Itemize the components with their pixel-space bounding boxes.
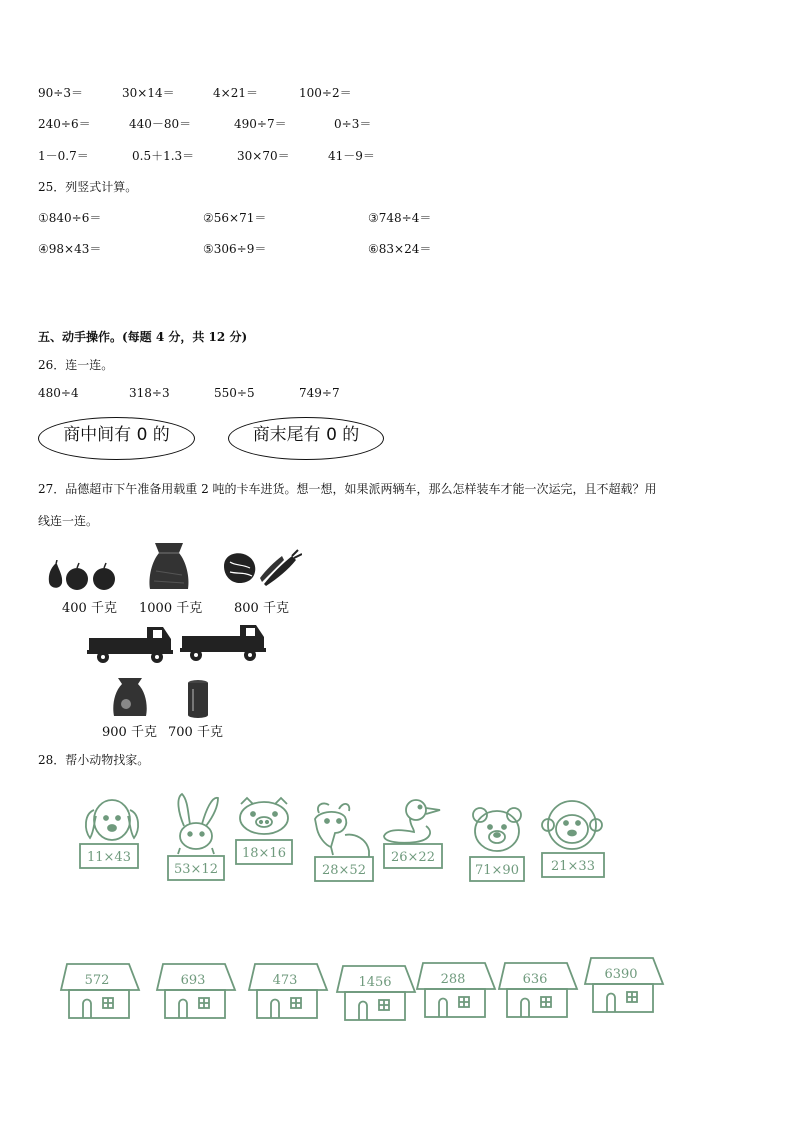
dog-icon bbox=[76, 796, 144, 878]
house-icon bbox=[59, 962, 141, 1024]
house-number-label: 288 bbox=[440, 972, 466, 987]
item-number: ① bbox=[38, 211, 49, 225]
calc-item: 1－0.7＝ bbox=[38, 149, 89, 163]
weight-label: 700 千克 bbox=[168, 725, 223, 740]
bear-icon bbox=[468, 805, 528, 889]
calc-item: 4×21＝ bbox=[213, 86, 258, 100]
expression: 318÷3 bbox=[129, 386, 170, 400]
calc-item: 240÷6＝ bbox=[38, 117, 91, 131]
item-number: ⑤ bbox=[203, 242, 214, 256]
animal-expression-label: 11×43 bbox=[87, 850, 131, 865]
expression: 550÷5 bbox=[214, 386, 255, 400]
item-expression: 98×43＝ bbox=[48, 242, 102, 256]
house-number-label: 6390 bbox=[604, 967, 638, 982]
expression: 480÷4 bbox=[38, 386, 79, 400]
calc-item bbox=[38, 240, 101, 257]
weight-label: 400 千克 bbox=[62, 601, 117, 616]
calc-item: 30×14＝ bbox=[122, 86, 175, 100]
truck-icon bbox=[87, 621, 175, 665]
animal-expression-label: 71×90 bbox=[475, 863, 519, 878]
fruit-icon bbox=[44, 560, 120, 592]
calc-item: 30×70＝ bbox=[237, 149, 290, 163]
weight-label: 1000 千克 bbox=[139, 601, 203, 616]
truck-icon bbox=[180, 619, 268, 663]
item-number: ③ bbox=[368, 211, 379, 225]
expression: 749÷7 bbox=[299, 386, 340, 400]
house-icon bbox=[335, 964, 417, 1026]
weight-label: 800 千克 bbox=[234, 601, 289, 616]
item-expression: 306÷9＝ bbox=[213, 242, 267, 256]
calc-item bbox=[368, 240, 431, 257]
question-27-line2: 线连一连。 bbox=[38, 514, 99, 528]
calc-item bbox=[203, 240, 266, 257]
house-icon bbox=[415, 961, 497, 1023]
item-number: ② bbox=[203, 211, 214, 225]
question-26-title: 26．连一连。 bbox=[38, 358, 114, 372]
animal-expression-label: 28×52 bbox=[322, 863, 366, 878]
bag-icon bbox=[110, 676, 150, 718]
question-27-line1: 27．品德超市下午准备用载重 2 吨的卡车进货。想一想，如果派两辆车，那么怎样装车才能一次运完，且不超载？用 bbox=[38, 482, 657, 496]
question-25-title: 25．列竖式计算。 bbox=[38, 180, 138, 194]
item-expression: 56×71＝ bbox=[213, 211, 267, 225]
item-number: ⑥ bbox=[368, 242, 379, 256]
animal-expression-label: 18×16 bbox=[242, 846, 286, 861]
vegetables-icon bbox=[220, 548, 302, 586]
item-expression: 840÷6＝ bbox=[48, 211, 102, 225]
rabbit-icon bbox=[166, 792, 228, 888]
calc-item: 490÷7＝ bbox=[234, 117, 287, 131]
goat-icon bbox=[305, 799, 375, 889]
item-number: ④ bbox=[38, 242, 49, 256]
calc-item: 41－9＝ bbox=[328, 149, 375, 163]
calc-item: 440－80＝ bbox=[129, 117, 192, 131]
animal-expression-label: 26×22 bbox=[391, 850, 435, 865]
house-icon bbox=[155, 962, 237, 1024]
house-icon bbox=[583, 956, 665, 1018]
barrel-icon bbox=[186, 679, 210, 719]
house-number-label: 473 bbox=[272, 973, 298, 988]
house-number-label: 636 bbox=[522, 972, 548, 987]
oval-end-zero bbox=[228, 417, 384, 460]
oval-label: 商末尾有 0 的 bbox=[252, 425, 360, 445]
animal-expression-label: 21×33 bbox=[551, 859, 595, 874]
calc-item: 0÷3＝ bbox=[334, 117, 372, 131]
section-5-heading: 五、动手操作。(每题 4 分，共 12 分) bbox=[38, 330, 248, 344]
calc-item bbox=[368, 209, 431, 226]
item-expression: 83×24＝ bbox=[378, 242, 432, 256]
duck-icon bbox=[380, 796, 446, 874]
weight-label: 900 千克 bbox=[102, 725, 157, 740]
item-expression: 748÷4＝ bbox=[378, 211, 432, 225]
monkey-icon bbox=[538, 799, 608, 885]
pig-icon bbox=[233, 796, 295, 872]
calc-item: 90÷3＝ bbox=[38, 86, 83, 100]
house-icon bbox=[497, 961, 579, 1023]
question-28-title: 28．帮小动物找家。 bbox=[38, 753, 150, 767]
house-number-label: 693 bbox=[180, 973, 206, 988]
sack-icon bbox=[146, 541, 192, 591]
house-number-label: 572 bbox=[84, 973, 110, 988]
oval-label: 商中间有 0 的 bbox=[63, 425, 170, 445]
animal-expression-label: 53×12 bbox=[174, 862, 218, 877]
house-number-label: 1456 bbox=[358, 975, 392, 990]
calc-item: 100÷2＝ bbox=[299, 86, 352, 100]
calc-item bbox=[203, 209, 266, 226]
house-icon bbox=[247, 962, 329, 1024]
calc-item: 0.5＋1.3＝ bbox=[132, 149, 195, 163]
oval-middle-zero bbox=[38, 417, 195, 460]
calc-item bbox=[38, 209, 101, 226]
